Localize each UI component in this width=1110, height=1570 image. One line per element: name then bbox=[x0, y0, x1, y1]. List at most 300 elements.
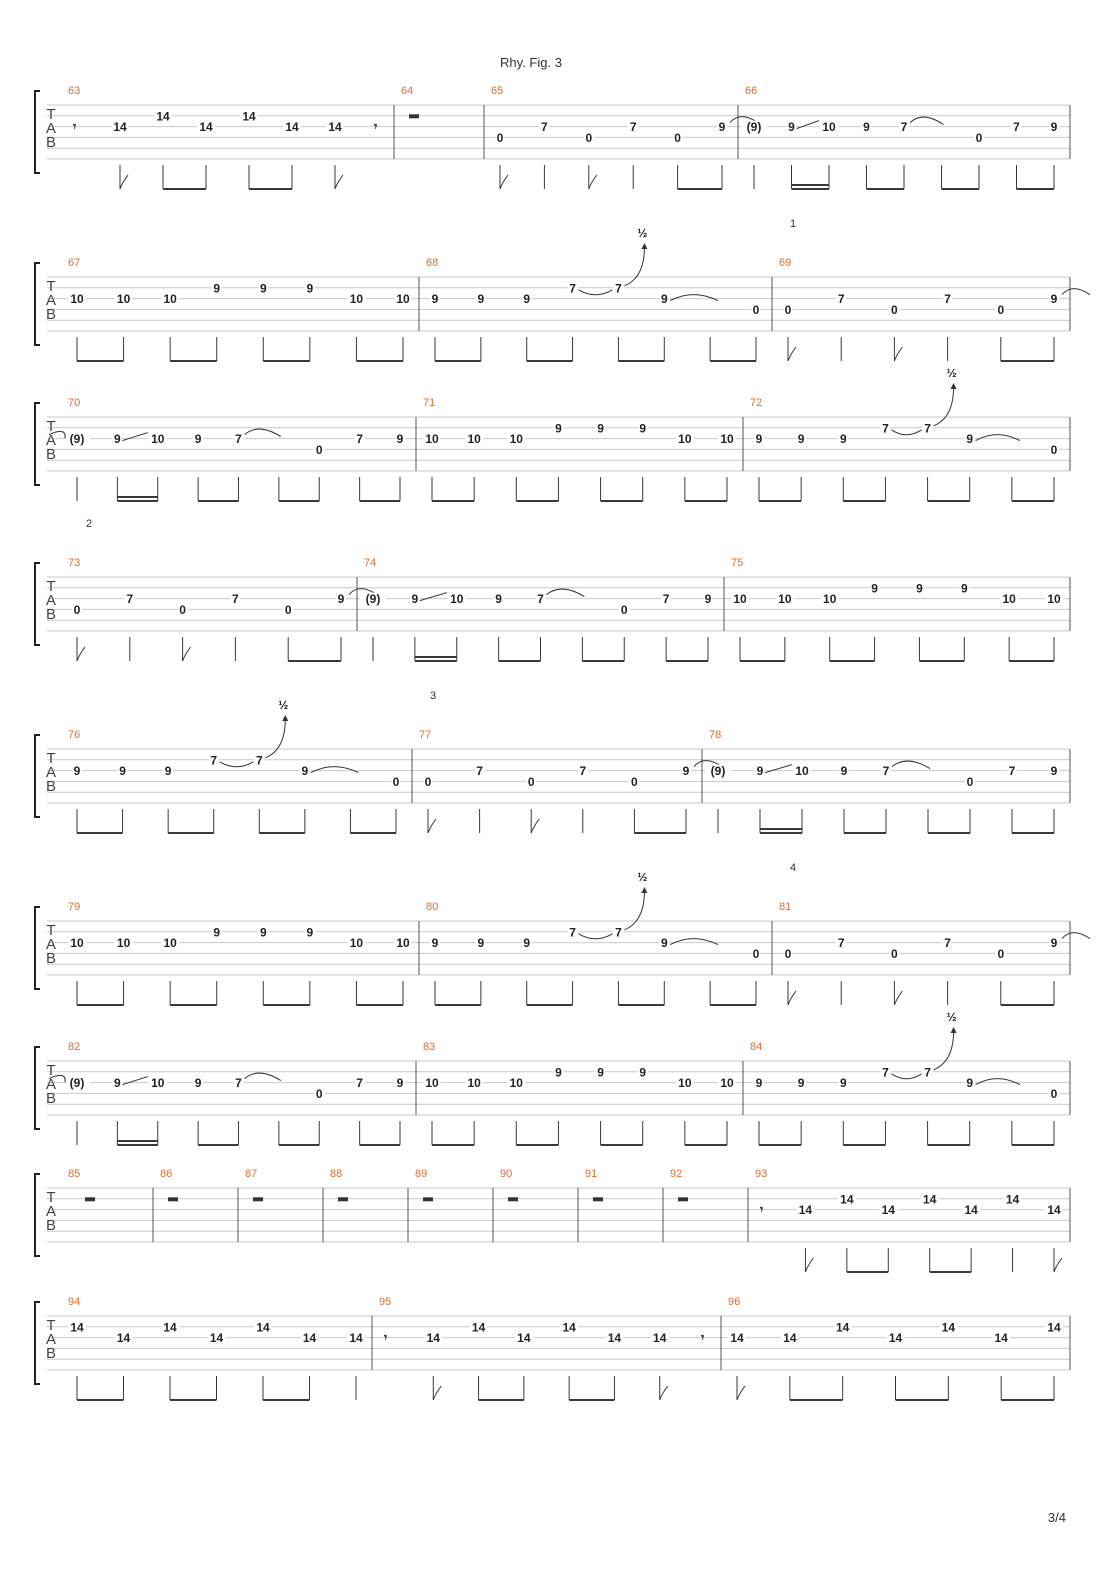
ending-number: 1 bbox=[789, 218, 797, 230]
tab-clef-letter: B bbox=[45, 1345, 57, 1362]
whole-rest bbox=[85, 1197, 95, 1201]
fret-number: 14 bbox=[888, 1331, 903, 1346]
tie-arc bbox=[892, 761, 930, 769]
measure-number: 63 bbox=[68, 85, 81, 97]
tie-arc bbox=[670, 939, 718, 945]
fret-number: 7 bbox=[882, 764, 890, 779]
fret-number: 14 bbox=[471, 1320, 486, 1335]
measure-number: 88 bbox=[330, 1168, 343, 1180]
tab-clef-letter: B bbox=[45, 306, 57, 323]
fret-number: 10 bbox=[425, 1076, 439, 1091]
fret-number: 7 bbox=[837, 936, 845, 951]
note-flag bbox=[737, 1386, 745, 1400]
fret-number: 0 bbox=[891, 302, 898, 317]
slide-line bbox=[122, 1077, 147, 1085]
fret-number: 9 bbox=[871, 581, 878, 596]
slide-line bbox=[797, 121, 820, 129]
note-flag bbox=[335, 175, 343, 189]
fret-number: 14 bbox=[209, 1331, 224, 1346]
fret-number: 7 bbox=[944, 292, 951, 307]
fret-number: 0 bbox=[424, 774, 432, 789]
tie-arc bbox=[891, 1074, 921, 1079]
fret-number: 10 bbox=[778, 592, 792, 607]
fret-number: 10 bbox=[70, 936, 84, 951]
measure-number: 75 bbox=[731, 557, 744, 569]
fret-number: 0 bbox=[1050, 1086, 1058, 1101]
fret-number: 10 bbox=[163, 292, 177, 307]
fret-number: 7 bbox=[944, 936, 951, 951]
tab-clef-letter: T bbox=[46, 922, 56, 939]
tab-clef-letter: T bbox=[46, 106, 56, 123]
fret-number: 9 bbox=[431, 936, 439, 951]
fret-number: 7 bbox=[615, 925, 622, 940]
measure-number: 77 bbox=[419, 729, 432, 741]
eighth-rest: 𝄾 bbox=[384, 1330, 388, 1345]
fret-number: 7 bbox=[255, 753, 263, 768]
bend-arrowhead bbox=[951, 1027, 957, 1033]
fret-number: 9 bbox=[114, 1076, 121, 1091]
fret-number: 7 bbox=[537, 592, 544, 607]
tab-clef-letter: A bbox=[45, 936, 57, 953]
staff-system bbox=[35, 518, 1070, 661]
tab-clef-letter: T bbox=[46, 418, 56, 435]
fret-number: 9 bbox=[1050, 120, 1058, 135]
fret-number: 9 bbox=[213, 925, 221, 940]
fret-number: 10 bbox=[163, 936, 177, 951]
fret-number: 9 bbox=[863, 120, 870, 135]
measure-number: 86 bbox=[160, 1168, 173, 1180]
fret-number: 0 bbox=[315, 442, 323, 457]
fret-number: 9 bbox=[259, 925, 267, 940]
slide-line bbox=[122, 433, 147, 441]
fret-number: 9 bbox=[306, 925, 314, 940]
system-bracket bbox=[35, 91, 40, 173]
fret-number: (9) bbox=[710, 764, 726, 779]
fret-number: 10 bbox=[467, 1076, 481, 1091]
measure-number: 82 bbox=[68, 1041, 81, 1053]
fret-number: 14 bbox=[783, 1331, 797, 1346]
note-flag bbox=[894, 347, 902, 361]
fret-number: 0 bbox=[392, 774, 400, 789]
fret-number: 14 bbox=[653, 1331, 667, 1346]
tab-clef-letter: B bbox=[45, 134, 57, 151]
fret-number: 10 bbox=[349, 936, 364, 951]
fret-number: 9 bbox=[301, 764, 309, 779]
fret-number: 9 bbox=[718, 120, 726, 135]
fret-number: 9 bbox=[797, 1076, 805, 1091]
system-bracket bbox=[35, 403, 40, 485]
measure-number: 79 bbox=[68, 901, 81, 913]
ending-number: 2 bbox=[85, 518, 93, 530]
tab-clef-letter: T bbox=[46, 1189, 56, 1206]
note-flag bbox=[183, 647, 191, 661]
whole-rest bbox=[409, 114, 419, 118]
fret-number: 9 bbox=[966, 1076, 974, 1091]
fret-number: 0 bbox=[315, 1086, 323, 1101]
tab-clef-letter: A bbox=[45, 1076, 57, 1093]
fret-number: 14 bbox=[941, 1320, 956, 1335]
fret-number: 7 bbox=[924, 1065, 931, 1080]
staff-system bbox=[35, 1296, 1070, 1400]
staff-system bbox=[35, 366, 1070, 501]
fret-number: 7 bbox=[579, 764, 587, 779]
fret-number: 10 bbox=[509, 1076, 523, 1091]
fret-number: 10 bbox=[678, 1076, 692, 1091]
fret-number: 10 bbox=[450, 592, 464, 607]
bend-amount: ½ bbox=[637, 870, 648, 884]
note-flag bbox=[788, 347, 796, 361]
note-flag bbox=[894, 991, 902, 1005]
fret-number: 14 bbox=[199, 120, 213, 135]
system-bracket bbox=[35, 907, 40, 989]
fret-number: 14 bbox=[256, 1320, 270, 1335]
fret-number: 14 bbox=[285, 120, 299, 135]
bend-arrowhead bbox=[282, 715, 288, 721]
bend-arrowhead bbox=[951, 383, 957, 389]
note-flag bbox=[1054, 1258, 1062, 1272]
fret-number: 14 bbox=[242, 109, 256, 124]
fret-number: 9 bbox=[682, 764, 690, 779]
whole-rest bbox=[338, 1197, 348, 1201]
note-flag bbox=[120, 175, 128, 189]
fret-number: 7 bbox=[356, 432, 363, 447]
fret-number: 10 bbox=[151, 1076, 165, 1091]
measure-number: 91 bbox=[585, 1168, 598, 1180]
whole-rest bbox=[253, 1197, 263, 1201]
bend-curve bbox=[934, 387, 954, 426]
measure-number: 81 bbox=[779, 901, 792, 913]
tie-arc bbox=[547, 589, 585, 597]
fret-number: 0 bbox=[179, 602, 186, 617]
tab-clef-letter: T bbox=[46, 750, 56, 767]
measure-number: 68 bbox=[426, 257, 439, 269]
measure-number: 72 bbox=[750, 397, 763, 409]
fret-number: 0 bbox=[784, 302, 792, 317]
fret-number: 7 bbox=[629, 120, 637, 135]
slide-line bbox=[420, 593, 447, 601]
tab-clef-letter: B bbox=[45, 446, 57, 463]
tie-arc bbox=[220, 762, 254, 767]
measure-number: 70 bbox=[68, 397, 81, 409]
slide-line bbox=[765, 765, 792, 773]
tie-arc bbox=[245, 1073, 281, 1081]
fret-number: 7 bbox=[569, 925, 576, 940]
tab-clef-letter: T bbox=[46, 1062, 56, 1079]
fret-number: 9 bbox=[194, 432, 202, 447]
fret-number: 14 bbox=[163, 1320, 177, 1335]
staff-system bbox=[35, 1168, 1070, 1272]
fret-number: 14 bbox=[798, 1203, 813, 1218]
fret-number: 9 bbox=[840, 764, 848, 779]
fret-number: (9) bbox=[365, 592, 381, 607]
fret-number: 9 bbox=[1050, 936, 1058, 951]
note-flag bbox=[428, 819, 436, 833]
fret-number: 14 bbox=[607, 1331, 622, 1346]
tab-clef-letter: B bbox=[45, 1217, 57, 1234]
fret-number: 9 bbox=[411, 592, 419, 607]
fret-number: 9 bbox=[213, 281, 221, 296]
bend-curve bbox=[624, 247, 644, 286]
note-flag bbox=[433, 1386, 441, 1400]
fret-number: 14 bbox=[349, 1331, 363, 1346]
fret-number: 14 bbox=[1005, 1192, 1020, 1207]
staff-system bbox=[35, 862, 1090, 1005]
fret-number: 14 bbox=[881, 1203, 895, 1218]
fret-number: 9 bbox=[755, 1076, 763, 1091]
fret-number: 9 bbox=[597, 421, 604, 436]
fret-number: 7 bbox=[476, 764, 483, 779]
fret-number: 10 bbox=[116, 292, 131, 307]
fret-number: 7 bbox=[356, 1076, 363, 1091]
staff-system bbox=[35, 85, 1070, 189]
fret-number: 9 bbox=[1050, 764, 1058, 779]
system-bracket bbox=[35, 563, 40, 645]
fret-number: 9 bbox=[797, 432, 805, 447]
fret-number: 10 bbox=[396, 936, 410, 951]
whole-rest bbox=[678, 1197, 688, 1201]
eighth-rest: 𝄾 bbox=[701, 1330, 705, 1345]
fret-number: 0 bbox=[975, 130, 983, 145]
tie-arc bbox=[579, 290, 613, 295]
measure-number: 71 bbox=[423, 397, 436, 409]
fret-number: 10 bbox=[1002, 592, 1016, 607]
fret-number: 9 bbox=[523, 936, 531, 951]
note-flag bbox=[531, 819, 539, 833]
fret-number: 10 bbox=[720, 432, 734, 447]
fret-number: 9 bbox=[597, 1065, 604, 1080]
note-flag bbox=[805, 1258, 813, 1272]
tab-clef-letter: A bbox=[45, 432, 57, 449]
fret-number: 9 bbox=[114, 432, 121, 447]
fret-number: 0 bbox=[631, 774, 638, 789]
fret-number: 7 bbox=[615, 281, 622, 296]
fret-number: 9 bbox=[164, 764, 172, 779]
fret-number: 7 bbox=[569, 281, 576, 296]
fret-number: 14 bbox=[113, 120, 127, 135]
fret-number: 10 bbox=[509, 432, 523, 447]
measure-number: 95 bbox=[379, 1296, 392, 1308]
measure-number: 69 bbox=[779, 257, 792, 269]
fret-number: 0 bbox=[73, 602, 81, 617]
fret-number: 14 bbox=[923, 1192, 937, 1207]
tie-arc bbox=[1062, 933, 1090, 939]
fret-number: 0 bbox=[1050, 442, 1058, 457]
fret-number: 9 bbox=[477, 292, 485, 307]
fret-number: 10 bbox=[425, 432, 439, 447]
measure-number: 67 bbox=[68, 257, 81, 269]
fret-number: 9 bbox=[523, 292, 531, 307]
fret-number: 0 bbox=[997, 946, 1005, 961]
measure-number: 90 bbox=[500, 1168, 513, 1180]
figure-label: Rhy. Fig. 3 bbox=[500, 55, 562, 70]
fret-number: (9) bbox=[746, 120, 762, 135]
fret-number: 10 bbox=[467, 432, 481, 447]
fret-number: 14 bbox=[426, 1331, 440, 1346]
measure-number: 93 bbox=[755, 1168, 768, 1180]
fret-number: 9 bbox=[259, 281, 267, 296]
fret-number: 0 bbox=[891, 946, 898, 961]
system-bracket bbox=[35, 263, 40, 345]
fret-number: 14 bbox=[70, 1320, 84, 1335]
fret-number: 0 bbox=[674, 130, 681, 145]
fret-number: 10 bbox=[823, 592, 837, 607]
measure-number: 89 bbox=[415, 1168, 428, 1180]
fret-number: 0 bbox=[752, 302, 760, 317]
bend-amount: ½ bbox=[637, 226, 648, 240]
ending-number: 4 bbox=[789, 862, 797, 874]
staff-system bbox=[35, 218, 1090, 361]
tab-clef-letter: A bbox=[45, 120, 57, 137]
fret-number: 9 bbox=[788, 120, 795, 135]
measure-number: 83 bbox=[423, 1041, 436, 1053]
tie-arc bbox=[245, 429, 281, 437]
staff-system bbox=[35, 690, 1070, 833]
measure-number: 84 bbox=[750, 1041, 763, 1053]
fret-number: 9 bbox=[396, 1076, 404, 1091]
tab-clef-letter: B bbox=[45, 778, 57, 795]
fret-number: 9 bbox=[194, 1076, 202, 1091]
fret-number: 9 bbox=[704, 592, 712, 607]
fret-number: 7 bbox=[210, 753, 218, 768]
fret-number: 9 bbox=[916, 581, 923, 596]
eighth-rest: 𝄾 bbox=[760, 1202, 764, 1217]
note-flag bbox=[77, 647, 85, 661]
fret-number: 0 bbox=[620, 602, 628, 617]
tab-clef-letter: A bbox=[45, 1203, 57, 1220]
fret-number: 10 bbox=[396, 292, 410, 307]
fret-number: 0 bbox=[496, 130, 504, 145]
whole-rest bbox=[508, 1197, 518, 1201]
note-flag bbox=[500, 175, 508, 189]
fret-number: 14 bbox=[994, 1331, 1008, 1346]
fret-number: 14 bbox=[840, 1192, 854, 1207]
fret-number: 14 bbox=[1047, 1203, 1061, 1218]
fret-number: 7 bbox=[541, 120, 548, 135]
tab-clef-letter: A bbox=[45, 292, 57, 309]
system-bracket bbox=[35, 1174, 40, 1256]
fret-number: 14 bbox=[328, 120, 342, 135]
measure-number: 94 bbox=[68, 1296, 81, 1308]
whole-rest bbox=[593, 1197, 603, 1201]
tie-arc bbox=[579, 934, 613, 939]
measure-number: 64 bbox=[401, 85, 414, 97]
bend-amount: ½ bbox=[946, 366, 957, 380]
measure-number: 85 bbox=[68, 1168, 81, 1180]
fret-number: 0 bbox=[585, 130, 593, 145]
fret-number: 14 bbox=[116, 1331, 131, 1346]
tab-clef-letter: A bbox=[45, 764, 57, 781]
bend-amount: ½ bbox=[278, 698, 289, 712]
fret-number: 7 bbox=[662, 592, 670, 607]
fret-number: 10 bbox=[678, 432, 692, 447]
tie-arc bbox=[311, 767, 359, 773]
fret-number: 14 bbox=[156, 109, 170, 124]
fret-number: 10 bbox=[795, 764, 809, 779]
fret-number: 7 bbox=[235, 432, 242, 447]
tab-clef-letter: B bbox=[45, 950, 57, 967]
eighth-rest: 𝄾 bbox=[374, 119, 378, 134]
fret-number: 9 bbox=[119, 764, 126, 779]
fret-number: 9 bbox=[639, 421, 647, 436]
tie-arc bbox=[670, 295, 718, 301]
tie-arc bbox=[910, 117, 944, 125]
whole-rest bbox=[168, 1197, 178, 1201]
measure-number: 66 bbox=[745, 85, 758, 97]
system-bracket bbox=[35, 735, 40, 817]
tab-clef-letter: T bbox=[46, 578, 56, 595]
fret-number: 7 bbox=[924, 421, 931, 436]
measure-number: 65 bbox=[491, 85, 504, 97]
fret-number: 14 bbox=[964, 1203, 978, 1218]
tab-clef-letter: A bbox=[45, 592, 57, 609]
tab-clef-letter: T bbox=[46, 278, 56, 295]
tab-clef-letter: T bbox=[46, 1317, 56, 1334]
fret-number: 9 bbox=[555, 421, 562, 436]
note-flag bbox=[788, 991, 796, 1005]
measure-number: 92 bbox=[670, 1168, 683, 1180]
fret-number: 9 bbox=[477, 936, 485, 951]
fret-number: 0 bbox=[784, 946, 792, 961]
fret-number: 10 bbox=[116, 936, 131, 951]
fret-number: 9 bbox=[306, 281, 314, 296]
bend-curve bbox=[265, 719, 285, 758]
measure-number: 74 bbox=[364, 557, 377, 569]
measure-number: 87 bbox=[245, 1168, 258, 1180]
measure-number: 96 bbox=[728, 1296, 741, 1308]
fret-number: 0 bbox=[527, 774, 535, 789]
bend-amount: ½ bbox=[946, 1010, 957, 1024]
fret-number: 14 bbox=[835, 1320, 850, 1335]
fret-number: 9 bbox=[73, 764, 81, 779]
fret-number: 14 bbox=[302, 1331, 317, 1346]
fret-number: 7 bbox=[1013, 120, 1020, 135]
measure-number: 73 bbox=[68, 557, 81, 569]
fret-number: 7 bbox=[126, 592, 134, 607]
fret-number: (9) bbox=[69, 432, 85, 447]
fret-number: 9 bbox=[755, 432, 763, 447]
fret-number: 9 bbox=[337, 592, 345, 607]
fret-number: 9 bbox=[660, 292, 668, 307]
fret-number: 10 bbox=[349, 292, 364, 307]
tie-arc bbox=[891, 430, 921, 435]
fret-number: 9 bbox=[639, 1065, 647, 1080]
tie-arc bbox=[976, 1079, 1020, 1085]
fret-number: 7 bbox=[837, 292, 845, 307]
bend-curve bbox=[624, 891, 644, 930]
fret-number: 10 bbox=[151, 432, 165, 447]
tab-clef-letter: B bbox=[45, 606, 57, 623]
fret-number: 7 bbox=[900, 120, 908, 135]
fret-number: 9 bbox=[660, 936, 668, 951]
fret-number: 10 bbox=[70, 292, 84, 307]
fret-number: 14 bbox=[730, 1331, 744, 1346]
fret-number: 9 bbox=[431, 292, 439, 307]
fret-number: 9 bbox=[1050, 292, 1058, 307]
fret-number: 14 bbox=[517, 1331, 531, 1346]
fret-number: 10 bbox=[733, 592, 747, 607]
fret-number: 14 bbox=[1047, 1320, 1061, 1335]
fret-number: 7 bbox=[1008, 764, 1016, 779]
fret-number: 14 bbox=[562, 1320, 576, 1335]
bend-arrowhead bbox=[641, 243, 647, 249]
fret-number: 0 bbox=[284, 602, 292, 617]
fret-number: 0 bbox=[966, 774, 974, 789]
fret-number: 9 bbox=[396, 432, 404, 447]
bend-curve bbox=[934, 1031, 954, 1070]
system-bracket bbox=[35, 1302, 40, 1384]
tie-arc bbox=[1062, 289, 1090, 295]
measure-number: 76 bbox=[68, 729, 81, 741]
